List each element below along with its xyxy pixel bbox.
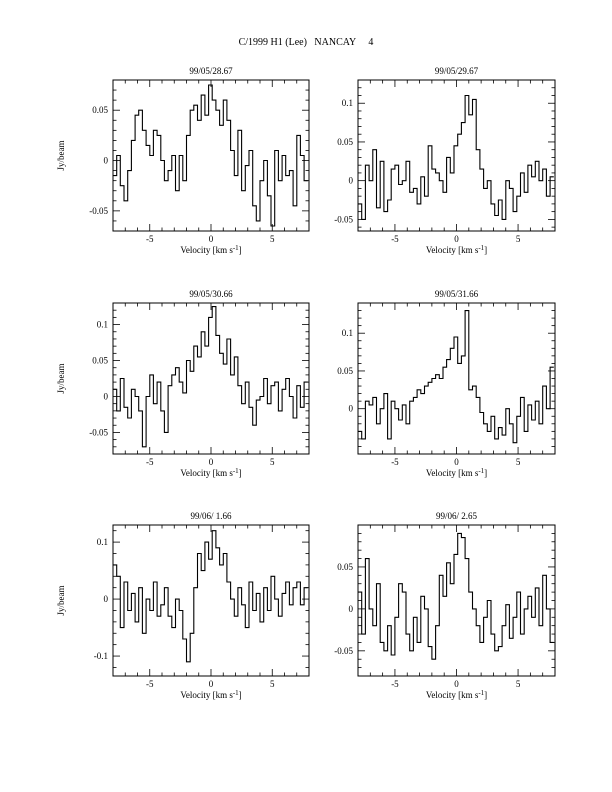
y-axis-label: Jy/beam <box>56 363 66 394</box>
panel-title: 99/05/29.67 <box>434 66 479 76</box>
y-tick-label: 0.05 <box>337 136 353 147</box>
y-tick-label: 0.1 <box>341 328 353 339</box>
y-tick-label: 0.05 <box>337 561 353 572</box>
y-tick-label: 0 <box>348 603 353 614</box>
spectrum-line <box>358 311 554 443</box>
x-tick-label: 5 <box>515 679 521 689</box>
panel-title: 99/05/30.66 <box>189 289 233 299</box>
page-title: C/1999 H1 (Lee) NANCAY 4 <box>238 37 374 48</box>
x-tick-label: 5 <box>515 234 521 244</box>
x-tick-label: -5 <box>146 457 154 467</box>
y-tick-label: 0.05 <box>92 105 108 116</box>
y-tick-label: 0 <box>103 391 108 402</box>
spectrum-line <box>113 307 308 447</box>
panel-title: 99/05/31.66 <box>434 289 479 299</box>
y-tick-label: -0.05 <box>89 205 108 216</box>
plot-frame <box>113 80 309 231</box>
x-tick-label: 0 <box>208 679 214 689</box>
x-tick-label: 0 <box>208 457 214 467</box>
x-axis-label: Velocity [km $s^{-1}$] <box>425 467 488 478</box>
x-tick-label: -5 <box>146 234 154 244</box>
y-axis-label: Jy/beam <box>56 140 66 171</box>
y-tick-label: 0.1 <box>96 537 108 548</box>
y-tick-label: 0 <box>348 175 353 186</box>
spectrum-line <box>113 531 308 662</box>
y-tick-label: 0.1 <box>96 319 108 330</box>
x-tick-label: -5 <box>391 679 399 689</box>
x-tick-label: 0 <box>454 679 459 689</box>
spectrum-line <box>358 533 554 659</box>
spectrum-line <box>358 96 554 220</box>
x-tick-label: 0 <box>454 457 459 467</box>
x-axis-label: Velocity [km $s^{-1}$] <box>425 244 488 255</box>
plot-frame <box>358 525 555 676</box>
panel-title: 99/05/28.67 <box>189 66 233 76</box>
y-tick-label: 0.05 <box>92 355 108 366</box>
panel-title: 99/06/ 1.66 <box>190 511 232 521</box>
spectrum-line <box>113 85 308 226</box>
y-tick-label: 0.1 <box>341 98 353 109</box>
x-axis-label: Velocity [km $s^{-1}$] <box>180 689 242 700</box>
y-tick-label: -0.05 <box>334 214 353 225</box>
panel-title: 99/06/ 2.65 <box>435 511 478 521</box>
y-tick-label: -0.1 <box>93 651 108 662</box>
y-tick-label: 0 <box>103 594 108 605</box>
x-tick-label: -5 <box>146 679 154 689</box>
x-axis-label: Velocity [km $s^{-1}$] <box>180 467 242 478</box>
y-tick-label: 0 <box>103 155 108 166</box>
x-tick-label: 0 <box>454 234 459 244</box>
x-tick-label: 5 <box>515 457 521 467</box>
y-tick-label: 0.05 <box>337 365 353 376</box>
x-tick-label: 5 <box>270 679 275 689</box>
x-tick-label: 5 <box>270 457 275 467</box>
x-tick-label: 5 <box>270 234 275 244</box>
x-axis-label: Velocity [km $s^{-1}$] <box>425 689 488 700</box>
y-axis-label: Jy/beam <box>56 585 66 616</box>
x-axis-label: Velocity [km $s^{-1}$] <box>180 244 242 255</box>
x-tick-label: -5 <box>391 457 399 467</box>
y-tick-label: -0.05 <box>89 427 108 438</box>
x-tick-label: -5 <box>391 234 399 244</box>
x-tick-label: 0 <box>208 234 214 244</box>
y-tick-label: -0.05 <box>334 645 353 656</box>
y-tick-label: 0 <box>348 403 353 414</box>
